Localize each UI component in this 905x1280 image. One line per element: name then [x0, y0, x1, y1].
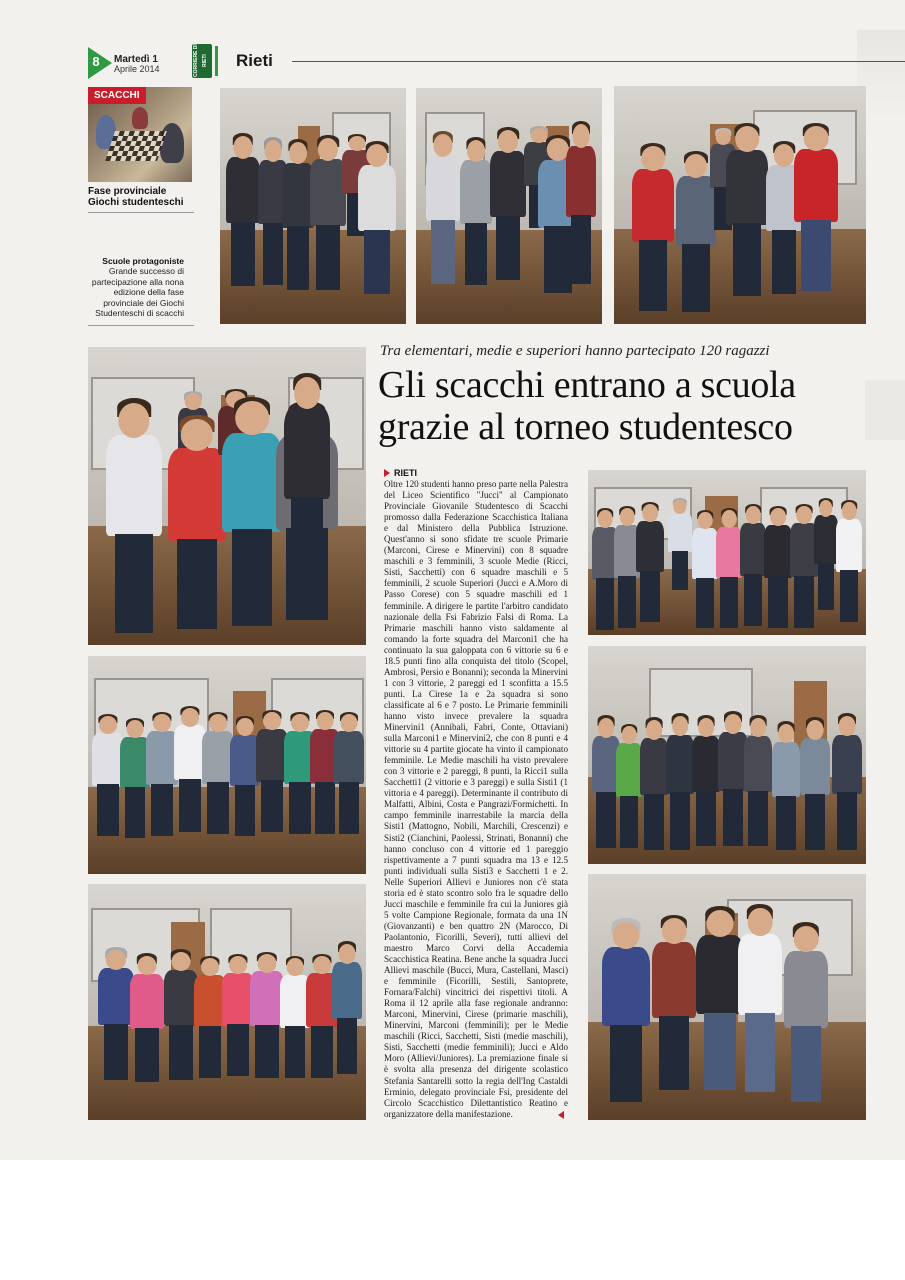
- sidebar-photo: [88, 87, 192, 182]
- photo-team: [416, 88, 602, 324]
- section-title: Rieti: [236, 51, 273, 70]
- header-rule: [292, 61, 905, 62]
- page-number: 8: [92, 54, 100, 69]
- sidebar-rule: [88, 325, 194, 326]
- player-figure: [132, 107, 148, 129]
- photo-group: [588, 646, 866, 864]
- photo-team: [88, 347, 366, 645]
- article-byline: RIETI: [384, 468, 417, 478]
- issue-date: Aprile 2014: [114, 64, 160, 74]
- headline-line: grazie al torneo studentesco: [378, 406, 793, 448]
- photo-group: [88, 656, 366, 874]
- photo-award: [588, 874, 866, 1120]
- sidebar-text: Grande successo di partecipazione alla nona edizione della fase provinciale dei Giochi Studenteschi di scacchi: [91, 266, 184, 318]
- chessboard: [105, 131, 167, 161]
- article-headline: [378, 364, 888, 448]
- sidebar-label: SCACCHI: [88, 87, 146, 104]
- newspaper-logo: CORRIERE DI RIETI: [192, 44, 212, 78]
- photo-team: [614, 86, 866, 324]
- sidebar-rule: [88, 212, 194, 213]
- player-figure: [160, 123, 184, 163]
- headline-line: Gli scacchi entrano a scuola: [378, 364, 796, 406]
- photo-group: [88, 884, 366, 1120]
- photo-team: [220, 88, 406, 324]
- logo-divider: [215, 46, 218, 76]
- issue-day: Martedì 1: [114, 54, 158, 65]
- photo-group: [588, 470, 866, 635]
- article-kicker: Tra elementari, medie e superiori hanno partecipato 120 ragazzi: [380, 343, 770, 359]
- sidebar-title: Fase provinciale Giochi studenteschi: [88, 186, 184, 208]
- article-end-mark: [558, 1111, 564, 1119]
- sidebar-subtitle: Scuole protagoniste: [102, 256, 184, 266]
- article-body: Oltre 120 studenti hanno preso parte nella Palestra del Liceo Scientifico "Jucci" al Campionato Provinciale Giovanile Studentesco di Scacchi promosso dalla Federazione Scacchistica Italiana e dal Ministero della Pubblica Istruzione. Quest'anno si sono sfidate tre scuole Primarie (Marconi, Cirese e Minervini) con 8 squadre maschili e 3 femminili, 3 scuole Medie (Ricci, Sisti, Sacchetti) con 6 squadre maschili e 5 femminili, 2 scuole Superiori (Jucci e A.Moro di Passo Corese) con 5 squadre maschili ed 1 femminile. A dirigere le partite l'arbitro candidato nazionale della Fsi Fabrizio Falsi di Roma. La Primarie maschili hanno visto saldamente al comando la forte squadra del Marconi1 che ha continuato la sua galoppata con 6 vittorie su 6 e 18.5 punti fino alla conquista del titolo (Scopel, Ambrosi, Persio e Bonanni); seconda la Minervini 1 con 3 vittorie, 2 pareggi ed 1 sconfitta a 15.5 punti. La Cirese 1a e 2a squadra si sono classificate al 6 e 7 posto. Le Primarie femminili hanno visto invece prevalere la squadra Minervini1 (Annibali, Fabri, Conte, Ottaviani) sulla Marconi1 e Minervini2, che con 8 punti e 4 vittorie su 4 partite giocate ha vinto il campionato femminile. Le Medie maschili ha visto prevalere con 3 vittorie e 2 pareggi, 8 punti, la Ricci1 sulla Sacchetti1 (2 vittorie e 3 pareggi) e sulla Sisti1 (1 vittoria e 4 pareggi). Determinante il contributo di Malfatti, Albini, Costa e Pangrazi/Formichetti. In campo femminile inarrestabile la marcia della Sisti1 (Mattogno, Nobili, Marchili, Crescenzi) e Sisti2 (Cianchini, Paolessi, Strinati, Bonanni) che hanno concluso con 4 vittorie ed 1 pareggio rispettivamente a 7 punti squadra ma 13 e 12.5 punti individuali sulla Sisti3 e Sacchetti 1 e 2. Nelle Superiori Allievi e Juniores non c'è stata storia ed è stato scontro solo fra le squadre dello Jucci maschile e femminile fra cui la Juniores già 5 volte Campione Regionale, formata da una 1N (Giovanzanti) e ben quattro 2N (Marocco, Di Paolantonio, Ficorilli, Severi), tutti allievi del maestro Marco Corvi della Accademia Scacchistica Reatina. Bene anche la squadra Jucci Allievi maschile (Bucci, Mura, Castellani, Masci) e femminile (Ficorilli, Sestili, Santoprete, Fornara/Falchi) vincitrici dei rispettivi titoli. A Roma il 12 aprile alla fase regionale andranno: Marconi, Minervini, Cirese (primarie maschili), Minervini, Marconi (femminili); per le Medie maschili (Ricci, Sacchetti, Sisti (medie maschili), Sisti, Sacchetti (medie femminili); Jucci e Aldo Moro (Allievi/Juniores). La premiazione finale si è svolta alla presenza del dirigente scolastico Stefania Santarelli sotto la regia dell'Ing Castaldi Erminio, delegato provinciale Fsi, presidente del Circolo Scacchistico Dilettantistico Reatino e organizzatore della manifestazione.: [384, 479, 568, 1119]
